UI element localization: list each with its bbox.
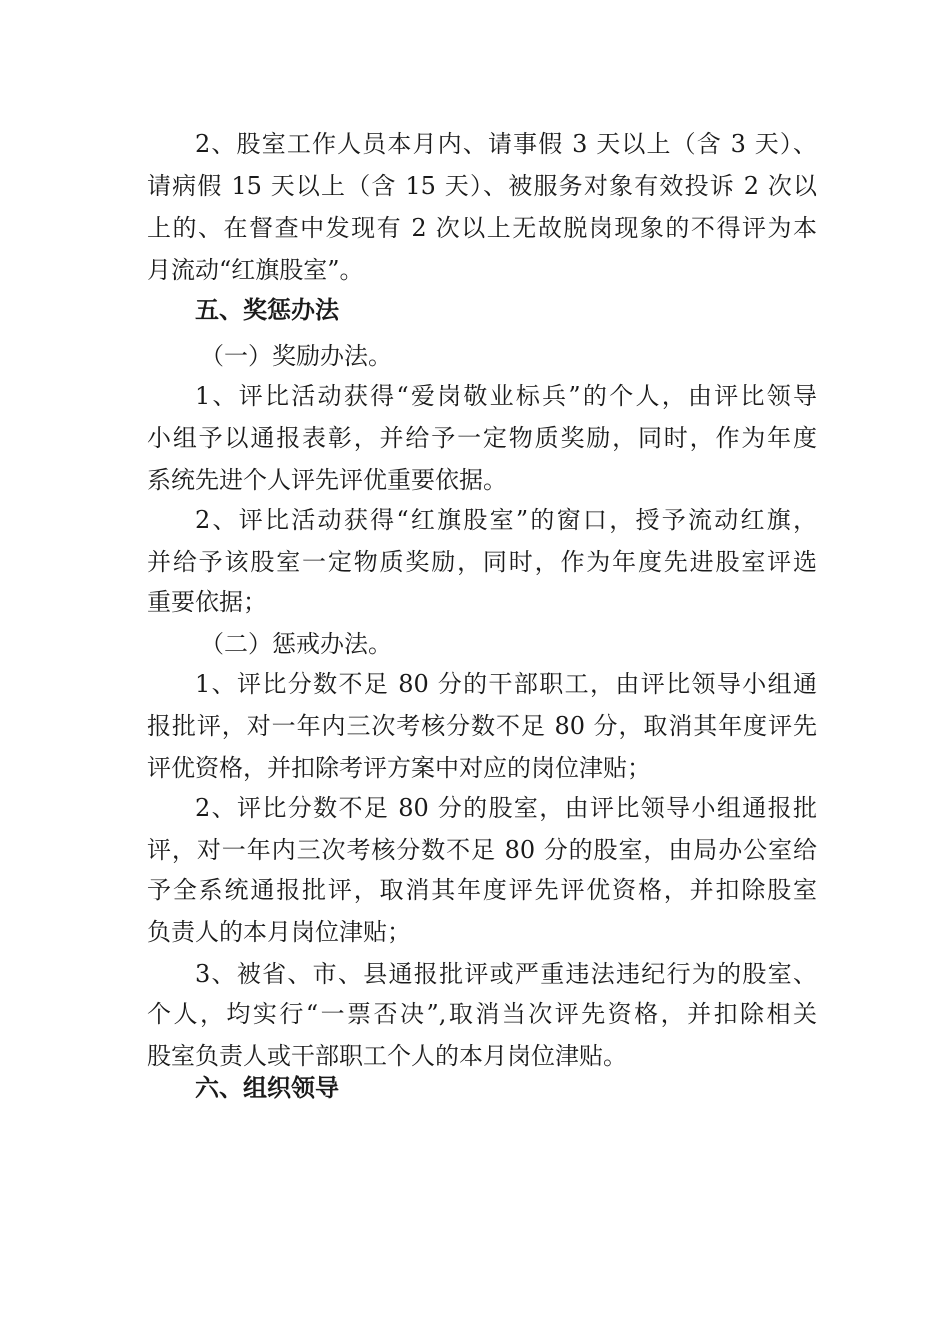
paragraph-line: 2、股室工作人员本月内、请事假 3 天以上（含 3 天）、	[195, 130, 817, 158]
paragraph-line: 上的、在督查中发现有 2 次以上无故脱岗现象的不得评为本	[147, 214, 817, 242]
paragraph-line: 个人，均实行“一票否决”,取消当次评先资格，并扣除相关	[147, 1000, 817, 1028]
subsection-heading-penalties: （二）惩戒办法。	[200, 630, 392, 658]
paragraph-line: 重要依据；	[147, 588, 267, 616]
paragraph-line: 1、评比活动获得“爱岗敬业标兵”的个人，由评比领导	[195, 382, 817, 410]
paragraph-line: 报批评，对一年内三次考核分数不足 80 分，取消其年度评先	[147, 712, 817, 740]
paragraph-line: 负责人的本月岗位津贴；	[147, 918, 411, 946]
paragraph-line: 2、评比活动获得“红旗股室”的窗口，授予流动红旗，	[195, 506, 817, 534]
paragraph-line: 小组予以通报表彰，并给予一定物质奖励，同时，作为年度	[147, 424, 817, 452]
section-heading-rewards-penalties: 五、奖惩办法	[195, 296, 339, 324]
paragraph-line: 1、评比分数不足 80 分的干部职工，由评比领导小组通	[195, 670, 817, 698]
subsection-heading-rewards: （一）奖励办法。	[200, 342, 392, 370]
paragraph-line: 系统先进个人评先评优重要依据。	[147, 466, 507, 494]
paragraph-line: 予全系统通报批评，取消其年度评先评优资格，并扣除股室	[147, 876, 817, 904]
paragraph-line: 评，对一年内三次考核分数不足 80 分的股室，由局办公室给	[147, 836, 817, 864]
paragraph-line: 2、评比分数不足 80 分的股室，由评比领导小组通报批	[195, 794, 817, 822]
paragraph-line: 3、被省、市、县通报批评或严重违法违纪行为的股室、	[195, 960, 817, 988]
section-heading-organization: 六、组织领导	[195, 1074, 339, 1102]
paragraph-line: 评优资格，并扣除考评方案中对应的岗位津贴；	[147, 754, 651, 782]
paragraph-line: 股室负责人或干部职工个人的本月岗位津贴。	[147, 1042, 627, 1070]
paragraph-line: 月流动“红旗股室”。	[147, 256, 364, 284]
paragraph-line: 并给予该股室一定物质奖励，同时，作为年度先进股室评选	[147, 548, 817, 576]
paragraph-line: 请病假 15 天以上（含 15 天）、被服务对象有效投诉 2 次以	[147, 172, 817, 200]
